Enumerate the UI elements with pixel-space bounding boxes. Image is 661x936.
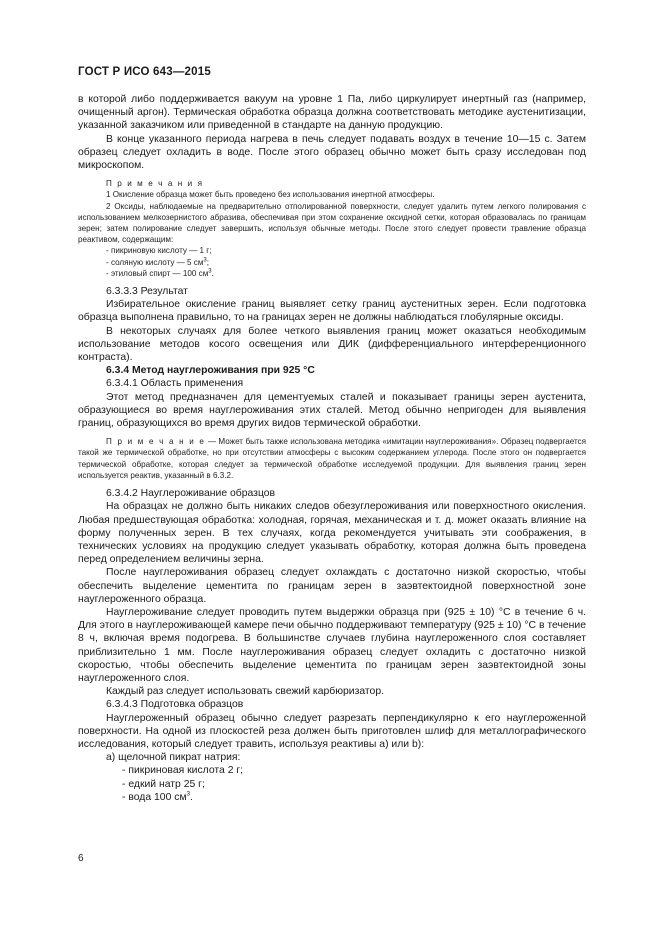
section-heading: 6.3.4.1 Область применения xyxy=(106,378,244,390)
paragraph: Избирательное окисление границ выявляет сетку границ аустенитных зерен. Если подготовка образца выполнена правильно, то на границах зерен не должны наблюдаться глобулярные оксиды. xyxy=(78,299,586,324)
note-list-item: - пикриновую кислоту — 1 г; xyxy=(106,246,212,256)
paragraph: Каждый раз следует использовать свежий карбюризатор. xyxy=(106,686,384,698)
list-item: - едкий натр 25 г; xyxy=(122,778,205,790)
list-item: а) щелочной пикрат натрия: xyxy=(106,752,241,764)
notes-title: П р и м е ч а н и я xyxy=(106,179,204,189)
section-heading: 6.3.3.3 Результат xyxy=(106,286,188,298)
section-heading: 6.3.4.3 Подготовка образцов xyxy=(106,699,244,711)
list-item: - пикриновая кислота 2 г; xyxy=(122,765,244,777)
page-header-title: ГОСТ Р ИСО 643—2015 xyxy=(78,66,211,78)
paragraph: в которой либо поддерживается вакуум на уровне 1 Па, либо циркулирует инертный газ (например, очищенный аргон). Термическая обработка образца должна соответствовать методике аустенитизации, указанной заказчиком или приведенной в стандарте на данную продукцию. xyxy=(78,94,586,132)
paragraph: Науглероживание следует проводить путем выдержки образца при (925 ± 10) °С в течение 6 ч. Для этого в науглероживающей камере печи обычно поддерживают температуру (925 ± 10) °С в течение 8 ч, включая время подогрева. В большинстве случаев глубина науглероженного слоя составляет приблизительно 1 мм. После науглероживания образец следует охладить с достаточно низкой скоростью, чтобы обеспечить выделение цементита по границам зерен заэвтектоидной зоны науглероженного слоя. xyxy=(78,606,586,684)
section-heading: 6.3.4 Метод науглероживания при 925 °С xyxy=(106,365,315,377)
page-number: 6 xyxy=(78,853,84,864)
paragraph: В некоторых случаях для более четкого выявления границ может оказаться необходимым использование методов косого освещения или ДИК (дифференциального интерференционного контраста). xyxy=(78,325,586,364)
paragraph: В конце указанного периода нагрева в печь следует подавать воздух в течение 10—15 с. Затем образец следует охладить в воде. После этого образец обычно может быть сразу исследован под микроскопом. xyxy=(78,133,586,172)
document-body xyxy=(78,93,586,804)
paragraph: После науглероживания образец следует охлаждать с достаточно низкой скоростью, чтобы обеспечить выделение цементита по границам зерен в заэвтектоидной поверхностной зоне науглероженного образца. xyxy=(78,567,586,605)
paragraph: На образцах не должно быть никаких следов обезуглероживания или поверхностного окисления. Любая предшествующая обработка: холодная, горячая, механическая и т. д. может оказать влияние на форму полученных зерен. В тех случаях, когда рекомендуется учитывать эти соображения, в технических условиях на продукцию следует указывать обработку, которая должна быть проведена перед определением величины зерна. xyxy=(78,501,586,566)
note: П р и м е ч а н и е — Может быть также использована методика «имитации науглероживания». Образец подвергается такой же термической обработке, но при отсутствии атмосферы с высоким содержанием углерода. После этого он подвергается термической обработке, которая следует за термической обработке исследуемой продукции. Для выявления границ зерен используется реактив, указанный в 6.3.2. xyxy=(78,437,586,480)
note-1: 1 Окисление образца может быть проведено без использования инертной атмосферы. xyxy=(106,190,435,200)
list-item: - вода 100 $см^3$. xyxy=(122,791,193,803)
paragraph: Науглероженный образец обычно следует разрезать перпендикулярно к его науглероженной поверхности. На одной из плоскостей реза должен быть приготовлен шлиф для металлографического исследования, который следует травить, используя реактивы а) или b): xyxy=(78,712,586,750)
section-heading: 6.3.4.2 Науглероживание образцов xyxy=(106,488,276,500)
paragraph: Этот метод предназначен для цементуемых сталей и показывает границы зерен аустенита, образующиеся во время науглероживания этих сталей. Метод обычно непригоден для выявления границ, образующихся во время других видов термической обработки. xyxy=(78,391,586,430)
note-2: 2 Оксиды, наблюдаемые на предварительно отполированной поверхности, следует удалить путем легкого полирования с использованием мелкозернистого абразива, обеспечивая при этом сохранение оксидной сетки, которая образовалась по границам зерен; затем полирование следует завершить, используя обычные методы. После этого следует провести травление образца реактивом, содержащим: xyxy=(78,201,586,245)
note-list-item: - соляную кислоту — 5 $см^3$; xyxy=(106,256,209,267)
note-list-item: - этиловый спирт — 100 $см^3$. xyxy=(106,268,214,278)
